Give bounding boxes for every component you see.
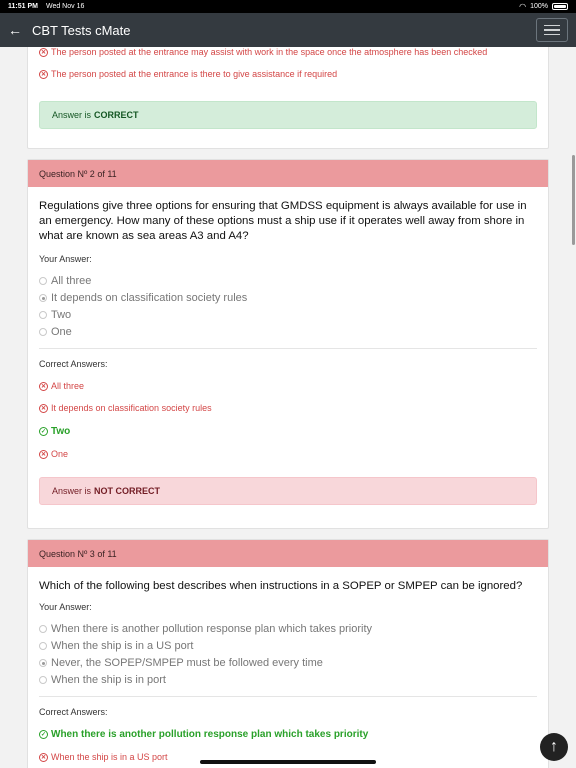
answer-item: ✕ When the ship is in a US port [40, 752, 168, 762]
question-card-3 [27, 539, 549, 768]
cross-circle-icon: ✕ [40, 383, 47, 390]
option-radio[interactable]: All three [39, 272, 537, 289]
radio-icon[interactable] [39, 625, 47, 633]
cross-circle-icon: ✕ [40, 754, 47, 761]
radio-icon[interactable] [39, 642, 47, 650]
cross-circle-icon: ✕ [40, 71, 47, 78]
your-answer-label: Your Answer: [39, 602, 92, 612]
answer-item: ✕ The person posted at the entrance may assist with work in the space once the atmosphere has been checked [40, 47, 488, 57]
your-answer-label: Your Answer: [39, 254, 92, 264]
status-bar [0, 0, 576, 13]
radio-icon[interactable] [39, 676, 47, 684]
option-radio[interactable]: When there is another pollution response plan which takes priority [39, 620, 537, 637]
arrow-up-icon: ↑ [550, 738, 558, 755]
status-time: 11:51 PM [8, 3, 38, 10]
battery-icon [552, 3, 568, 10]
back-arrow-icon[interactable]: ← [8, 22, 22, 38]
battery-percent: 100% [530, 3, 548, 10]
app-title: CBT Tests cMate [32, 22, 131, 38]
question-text: Regulations give three options for ensuring that GMDSS equipment is always available for use in an emergency. How many of these options must a ship use if it operates well away from shore in what are known as sea areas A3 and A4? [39, 200, 527, 242]
results-scroll-area[interactable] [0, 47, 576, 768]
radio-icon[interactable] [39, 277, 47, 285]
home-indicator[interactable] [200, 760, 376, 764]
answer-item: ✕ All three [40, 381, 85, 391]
check-circle-icon: ✓ [40, 731, 47, 738]
nav-bar [0, 13, 576, 47]
hamburger-menu-button[interactable] [536, 18, 568, 42]
answer-item: ✕ The person posted at the entrance is there to give assistance if required [40, 69, 338, 79]
cross-circle-icon: ✕ [40, 405, 47, 412]
question-text: Which of the following best describes when instructions in a SOPEP or SMPEP can be ignored? [39, 580, 523, 592]
wifi-icon: ◠ [519, 2, 527, 11]
scrollbar-thumb[interactable] [572, 155, 575, 245]
option-radio[interactable]: Never, the SOPEP/SMPEP must be followed every time [39, 654, 537, 671]
answer-item-correct: ✓ When there is another pollution response plan which takes priority [40, 728, 369, 740]
menu-icon-line [544, 25, 560, 27]
question-header: Question Nº 2 of 11 [28, 160, 548, 187]
status-date: Wed Nov 16 [45, 3, 85, 10]
cross-circle-icon: ✕ [40, 451, 47, 458]
option-radio[interactable]: It depends on classification society rules [39, 289, 537, 306]
answer-item: ✕ It depends on classification society rules [40, 403, 212, 413]
radio-selected-icon[interactable] [39, 659, 47, 667]
option-radio[interactable]: When the ship is in port [39, 671, 537, 688]
correct-answers-label: Correct Answers: [39, 707, 108, 717]
check-circle-icon: ✓ [40, 428, 47, 435]
result-alert: Answer is NOT CORRECT [39, 477, 537, 505]
scroll-to-top-button[interactable] [540, 733, 568, 761]
result-alert: Answer is CORRECT [39, 101, 537, 129]
question-header: Question Nº 3 of 11 [28, 540, 548, 567]
question-card-1 [27, 47, 549, 149]
question-card-2 [27, 159, 549, 529]
menu-icon-line [544, 29, 560, 31]
divider [39, 348, 537, 349]
radio-icon[interactable] [39, 328, 47, 336]
option-radio[interactable]: One [39, 323, 537, 340]
radio-selected-icon[interactable] [39, 294, 47, 302]
answer-item: ✕ One [40, 449, 69, 459]
option-radio[interactable]: When the ship is in a US port [39, 637, 537, 654]
cross-circle-icon: ✕ [40, 49, 47, 56]
answer-item-correct: ✓ Two [40, 425, 71, 437]
option-radio[interactable]: Two [39, 306, 537, 323]
menu-icon-line [544, 34, 560, 36]
radio-icon[interactable] [39, 311, 47, 319]
correct-answers-label: Correct Answers: [39, 359, 108, 369]
divider [39, 696, 537, 697]
